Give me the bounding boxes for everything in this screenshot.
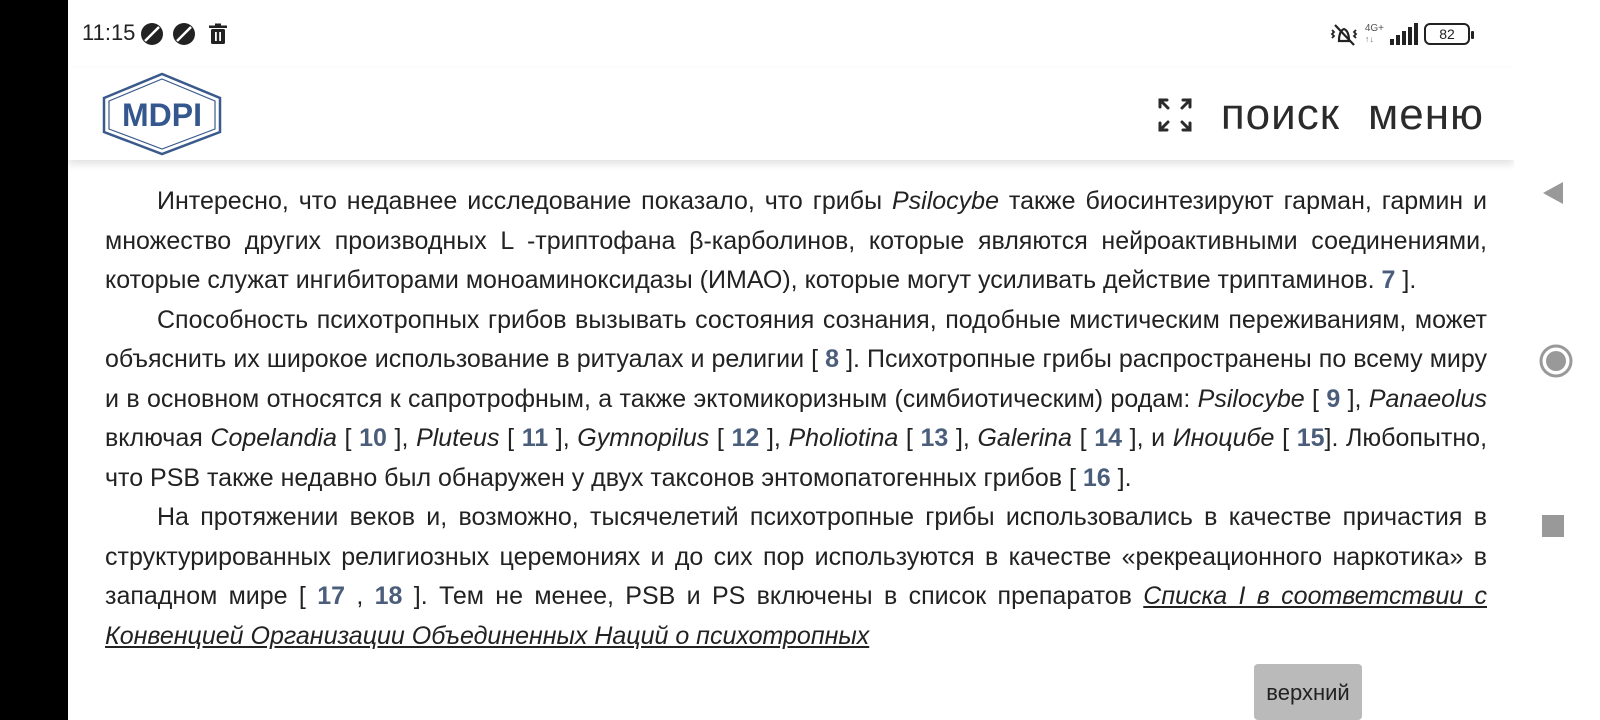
citation-link[interactable]: 13 <box>920 424 949 452</box>
recents-icon[interactable] <box>1539 512 1567 540</box>
citation-link[interactable]: 7 <box>1381 266 1396 294</box>
status-icons: 4G+ ↑↓ 82 <box>1329 20 1470 48</box>
site-header <box>68 68 1514 160</box>
citation-link[interactable]: 8 <box>825 345 840 373</box>
system-nav-bar <box>1514 0 1600 720</box>
home-icon[interactable] <box>1539 344 1573 378</box>
citation-link[interactable]: 15 <box>1296 424 1325 452</box>
article-body <box>105 182 1487 656</box>
citation-link[interactable]: 18 <box>374 582 403 610</box>
citation-link[interactable]: 12 <box>731 424 760 452</box>
vibrate-silent-icon <box>1329 21 1359 47</box>
citation-link[interactable]: 17 <box>317 582 346 610</box>
data-saver-icon <box>140 22 164 46</box>
citation-link[interactable]: 14 <box>1094 424 1122 452</box>
article-paragraph: Способность психотропных грибов вызывать состояния сознания, подобные мистическим переживаниям, может объяснить их широкое использование в ритуалах и религии [ 8 ]. Психотропные грибы распространены по всему миру и в основном относятся к сапротрофным, а также эктомикоризным (симбиотическим) родам: Psilocybe [ 9 ], Panaeolus включая Copelandia [ 10 ], Pluteus [ 11 ], Gymnopilus [ 12 ], Pholiotina [ 13 ], Galerina [ 14 ], и Иноцибе [ 15]. Любопытно, что PSB также недавно был обнаружен у двух таксонов энтомопатогенных грибов [ 16 ]. <box>105 305 1488 492</box>
network-type-label: 4G+ <box>1364 23 1384 34</box>
mdpi-logo[interactable] <box>102 72 222 156</box>
back-to-top-button[interactable]: верхний <box>1254 664 1362 720</box>
status-time: 11:15 <box>82 20 136 45</box>
fullscreen-icon[interactable] <box>1157 97 1193 133</box>
citation-link[interactable]: 9 <box>1326 384 1341 413</box>
battery-indicator: 82 <box>1424 23 1470 45</box>
search-link[interactable]: поиск <box>1220 90 1340 139</box>
browser-screen <box>68 0 1514 720</box>
article-paragraph: Интересно, что недавнее исследование показало, что грибы Psilocybe также биосинтезируют гарман, гармин и множество других производных L -триптофана β-карболинов, которые являются нейроактивными соединениями, которые служат ингибиторами моноаминоксидазы (ИМАО), которые могут усиливать действие триптаминов. 7 ]. <box>105 187 1487 294</box>
citation-link[interactable]: 16 <box>1082 463 1111 492</box>
header-actions <box>1157 90 1484 140</box>
signal-icon <box>1390 22 1418 46</box>
article-paragraph: На протяжении веков и, возможно, тысячелетий психотропные грибы использовались в качестве причастия в структурированных религиозных церемониях и до сих пор используются в качестве «рекреационного наркотика» в западном мире [ 17 , 18 ]. Тем не менее, PSB и PS включены в список препаратов Списка I в соответствии с Конвенцией Организации Объединенных Наций о психотропных <box>105 503 1487 650</box>
trash-icon <box>206 22 230 46</box>
logo-text: MDPI <box>122 97 202 133</box>
citation-link[interactable]: 11 <box>521 424 549 452</box>
status-bar <box>68 0 1514 68</box>
citation-link[interactable]: 10 <box>359 424 387 452</box>
data-saver-icon <box>172 22 196 46</box>
menu-link[interactable]: меню <box>1367 90 1484 139</box>
back-icon[interactable] <box>1539 178 1569 208</box>
